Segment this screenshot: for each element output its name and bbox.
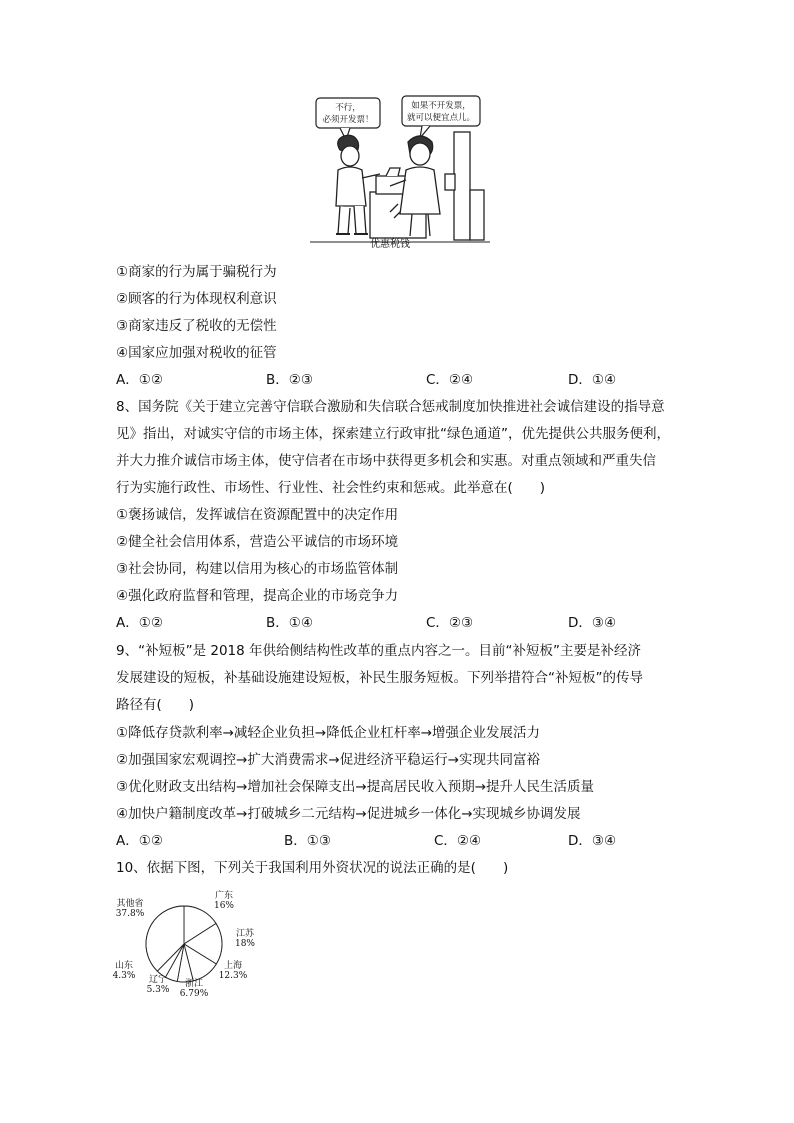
q7-options [116, 370, 636, 390]
q9-stem-line-1: 9、“补短板”是 2018 年供给侧结构性改革的重点内容之一。目前“补短板”主要是补经济 [116, 643, 642, 659]
pie-label-5: 山东 [114, 961, 134, 971]
q9-option-d[interactable]: D．③④ [568, 833, 617, 849]
q8-stem-line-4: 行为实施行政性、市场性、行业性、社会性约束和惩戒。此举意在( ) [116, 480, 546, 496]
pie-label-3: 浙江 [184, 979, 204, 989]
q8-option-d[interactable]: D．③④ [568, 615, 617, 631]
pie-value-1: 18% [234, 939, 256, 949]
q7-option-b[interactable]: B．②③ [266, 372, 313, 388]
pie-label-2: 上海 [223, 961, 243, 971]
q8-item-4: ④强化政府监督和管理，提高企业的市场竞争力 [116, 588, 399, 604]
cartoon-illustration [310, 92, 490, 252]
q9-option-b[interactable]: B．①③ [284, 833, 331, 849]
bubble-left-line2: 必须开发票！ [322, 115, 374, 125]
q7-item-3: ③商家违反了税收的无偿性 [116, 318, 277, 334]
q7-option-a[interactable]: A．①② [116, 372, 163, 388]
q10-stem: 10、依据下图，下列关于我国利用外资状况的说法正确的是( ) [116, 860, 509, 876]
pie-label-6: 其他省 [116, 899, 144, 909]
bubble-left-line1: 不行， [335, 103, 361, 113]
q7-item-4: ④国家应加强对税收的征管 [116, 345, 277, 361]
pie-value-0: 16% [213, 901, 235, 911]
pie-value-3: 6.79% [179, 989, 209, 999]
q9-option-a[interactable]: A．①② [116, 833, 163, 849]
pie-value-4: 5.3% [146, 985, 170, 995]
cartoon-caption: 优惠税钱 [370, 239, 410, 250]
q8-stem-line-3: 并大力推介诚信市场主体，使守信者在市场中获得更多机会和实惠。对重点领域和严重失信 [116, 453, 656, 469]
pie-value-2: 12.3% [218, 971, 248, 981]
q8-stem-line-2: 见》指出，对诚实守信的市场主体，探索建立行政审批“绿色通道”，优先提供公共服务便利， [116, 426, 670, 442]
q9-option-c[interactable]: C．②④ [434, 833, 482, 849]
pie-label-1: 江苏 [235, 929, 255, 939]
q8-option-b[interactable]: B．①④ [266, 615, 313, 631]
q7-option-c[interactable]: C．②④ [426, 372, 474, 388]
q8-item-1: ①褒扬诚信，发挥诚信在资源配置中的决定作用 [116, 507, 399, 523]
q9-item-1: ①降低存贷款利率→减轻企业负担→降低企业杠杆率→增强企业发展活力 [116, 725, 541, 741]
bubble-right-line1: 如果不开发票， [411, 101, 471, 111]
pie-value-6: 37.8% [115, 909, 145, 919]
q7-option-d[interactable]: D．①④ [568, 372, 617, 388]
q8-option-a[interactable]: A．①② [116, 615, 163, 631]
q8-item-3: ③社会协同，构建以信用为核心的市场监管体制 [116, 561, 399, 577]
pie-value-5: 4.3% [112, 971, 136, 981]
q9-stem-line-3: 路径有( ) [116, 697, 195, 713]
bubble-right-line2: 就可以便宜点儿。 [406, 113, 476, 123]
q9-item-2: ②加强国家宏观调控→扩大消费需求→促进经济平稳运行→实现共同富裕 [116, 752, 541, 768]
q9-item-3: ③优化财政支出结构→增加社会保障支出→提高居民收入预期→提升人民生活质量 [116, 779, 595, 795]
q9-options [116, 831, 636, 851]
q7-item-2: ②顾客的行为体现权利意识 [116, 291, 277, 307]
pie-label-0: 广东 [214, 891, 234, 901]
q8-option-c[interactable]: C．②③ [426, 615, 474, 631]
q7-item-1: ①商家的行为属于骗税行为 [116, 264, 277, 280]
q9-item-4: ④加快户籍制度改革→打破城乡二元结构→促进城乡一体化→实现城乡协调发展 [116, 806, 581, 822]
q8-item-2: ②健全社会信用体系，营造公平诚信的市场环境 [116, 534, 399, 550]
shelf [445, 132, 484, 240]
q9-stem-line-2: 发展建设的短板，补基础设施建设短板，补民生服务短板。下列举措符合“补短板”的传导 [116, 670, 643, 686]
pie-label-4: 辽宁 [148, 975, 168, 985]
pie-chart [108, 884, 280, 1008]
q8-options [116, 613, 636, 633]
q8-stem-line-1: 8、国务院《关于建立完善守信联合激励和失信联合惩戒制度加快推进社会诚信建设的指导意 [116, 399, 665, 415]
